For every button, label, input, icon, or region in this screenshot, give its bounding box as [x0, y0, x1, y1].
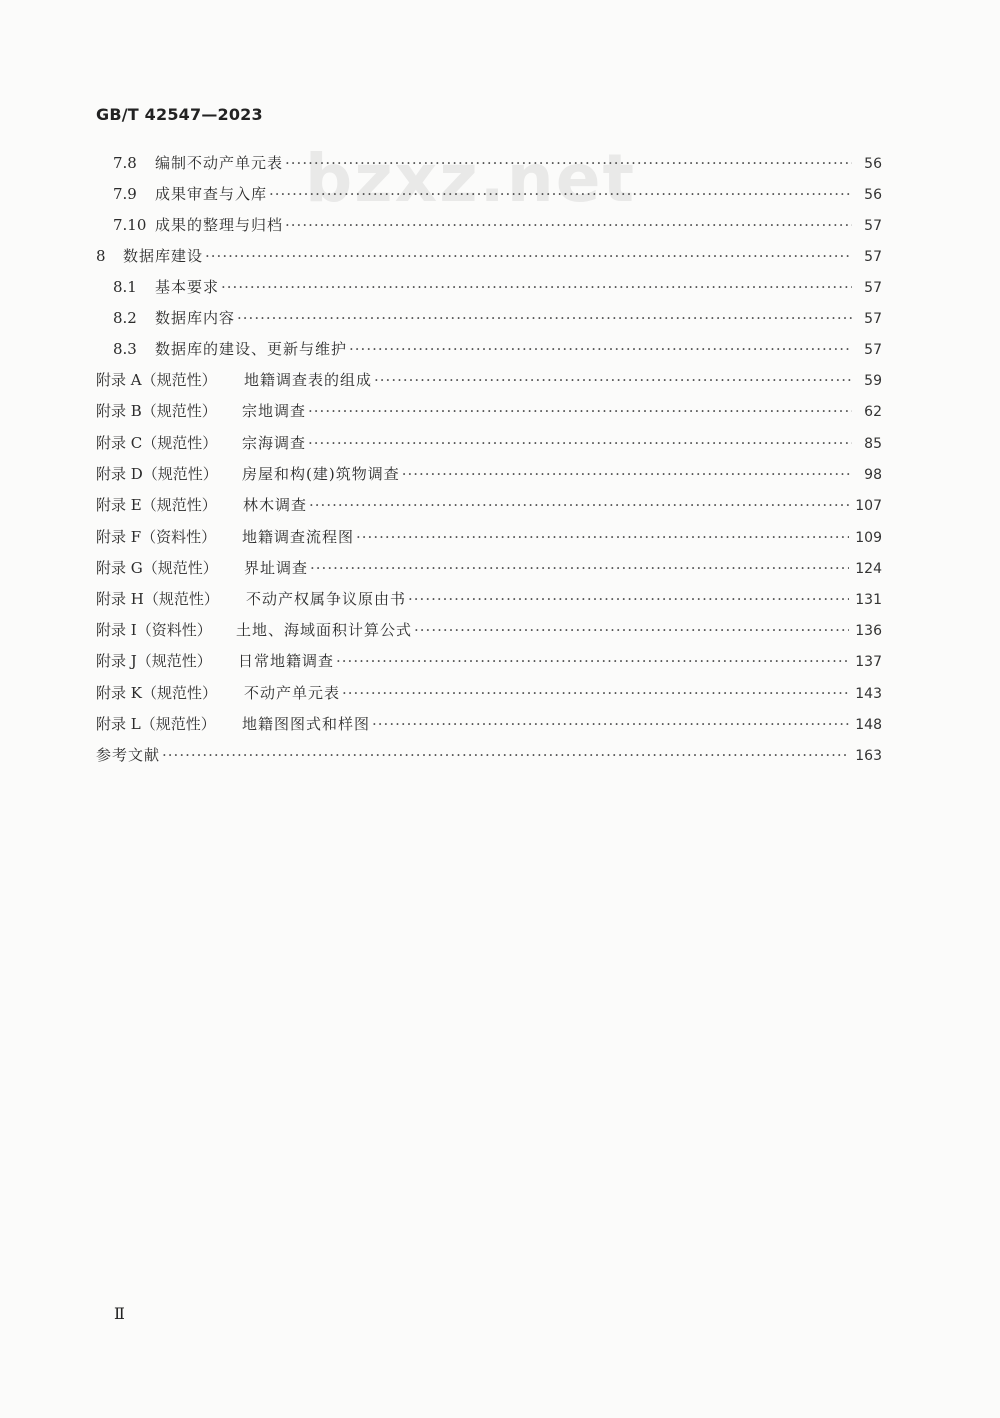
toc-leader-dots [374, 371, 852, 389]
toc-entry-title: 日常地籍调查 [238, 652, 335, 670]
toc-entry-number: 8.3 [113, 340, 137, 358]
toc-entry-title: 地籍图图式和样图 [242, 715, 371, 733]
toc-entry-title: 不动产权属争议原由书 [246, 590, 407, 608]
toc-entry[interactable] [113, 183, 882, 207]
toc-entry-annex[interactable] [96, 400, 882, 424]
toc-entry-annex[interactable] [96, 619, 882, 643]
toc-entry-title: 界址调查 [244, 559, 309, 577]
toc-entry-number: 7.8 [113, 154, 137, 172]
toc-entry-annex[interactable] [96, 494, 882, 518]
toc-entry[interactable] [113, 307, 882, 331]
toc-entry-number: 附录 L（规范性） [96, 715, 216, 733]
toc-entry-page: 57 [864, 249, 882, 265]
toc-entry-title: 林木调查 [243, 496, 308, 514]
toc-entry-page: 109 [855, 530, 882, 546]
toc-entry-page: 148 [855, 717, 882, 733]
toc-leader-dots [237, 309, 852, 327]
watermark: bzxz.net [305, 140, 637, 217]
toc-entry-number: 8.1 [113, 278, 137, 296]
toc-leader-dots [285, 154, 852, 172]
toc-leader-dots [372, 715, 849, 733]
toc-entry-page: 57 [864, 311, 882, 327]
toc-entry-number: 附录 D（规范性） [96, 465, 218, 483]
toc-entry[interactable] [113, 276, 882, 300]
toc-entry[interactable] [113, 152, 882, 176]
toc-leader-dots [342, 684, 849, 702]
standard-number: GB/T 42547—2023 [96, 105, 263, 124]
page-number: Ⅱ [114, 1304, 125, 1323]
toc-entry-title: 数据库内容 [155, 309, 236, 327]
toc-entry-number: 7.9 [113, 185, 137, 203]
toc-entry-title: 地籍调查流程图 [242, 528, 355, 546]
toc-entry-annex[interactable] [96, 369, 882, 393]
toc-entry-title: 基本要求 [155, 278, 220, 296]
toc-entry-number: 附录 B（规范性） [96, 402, 217, 420]
toc-entry[interactable] [113, 214, 882, 238]
toc-entry-page: 136 [855, 623, 882, 639]
toc-entry-bibliography[interactable] [96, 744, 882, 768]
toc-entry-page: 98 [864, 467, 882, 483]
toc-entry-annex[interactable] [96, 588, 882, 612]
toc-entry-annex[interactable] [96, 463, 882, 487]
toc-leader-dots [349, 340, 852, 358]
toc-entry-number: 8 [96, 247, 106, 265]
toc-leader-dots [402, 465, 852, 483]
toc-entry-page: 62 [864, 404, 882, 420]
toc-entry-number: 8.2 [113, 309, 137, 327]
toc-entry[interactable] [96, 245, 882, 269]
toc-entry-page: 85 [864, 436, 882, 452]
toc-entry-page: 137 [855, 654, 882, 670]
toc-entry-title: 宗地调查 [242, 402, 307, 420]
toc-entry-title: 数据库的建设、更新与维护 [155, 340, 348, 358]
toc-entry-page: 59 [864, 373, 882, 389]
toc-leader-dots [162, 746, 849, 764]
toc-entry-number: 附录 J（规范性） [96, 652, 212, 670]
toc-entry-title: 地籍调查表的组成 [244, 371, 373, 389]
toc-entry-page: 56 [864, 156, 882, 172]
toc-entry-number: 附录 G（规范性） [96, 559, 218, 577]
toc-entry-annex[interactable] [96, 557, 882, 581]
toc-leader-dots [356, 528, 849, 546]
toc-entry-page: 107 [855, 498, 882, 514]
toc-entry-number: 附录 I（资料性） [96, 621, 212, 639]
toc-entry-page: 57 [864, 342, 882, 358]
toc-leader-dots [310, 559, 849, 577]
toc-leader-dots [221, 278, 852, 296]
toc-entry-annex[interactable] [96, 682, 882, 706]
toc-entry-page: 57 [864, 280, 882, 296]
toc-entry-title: 房屋和构(建)筑物调查 [242, 465, 400, 483]
toc-entry-number: 附录 H（规范性） [96, 590, 219, 608]
toc-entry-title: 数据库建设 [123, 247, 204, 265]
toc-entry-page: 124 [855, 561, 882, 577]
toc-entry-page: 163 [855, 748, 882, 764]
toc-entry-annex[interactable] [96, 650, 882, 674]
toc-entry-annex[interactable] [96, 432, 882, 456]
toc-entry-number: 7.10 [113, 216, 147, 234]
toc-leader-dots [336, 652, 849, 670]
toc-entry[interactable] [113, 338, 882, 362]
toc-entry-page: 143 [855, 686, 882, 702]
toc-entry-number: 附录 A（规范性） [96, 371, 217, 389]
toc-leader-dots [205, 247, 852, 265]
toc-entry-title: 编制不动产单元表 [155, 154, 284, 172]
toc-entry-title: 成果的整理与归档 [155, 216, 284, 234]
toc-leader-dots [308, 434, 852, 452]
toc-entry-number: 附录 C（规范性） [96, 434, 218, 452]
toc-leader-dots [285, 216, 852, 234]
toc-entry-title: 宗海调查 [242, 434, 307, 452]
toc-entry-page: 131 [855, 592, 882, 608]
toc-entry-annex[interactable] [96, 526, 882, 550]
toc-entry-page: 56 [864, 187, 882, 203]
toc-leader-dots [414, 621, 849, 639]
toc-leader-dots [269, 185, 852, 203]
toc-entry-title: 不动产单元表 [244, 684, 341, 702]
toc-leader-dots [308, 402, 852, 420]
toc-leader-dots [309, 496, 849, 514]
toc-entry-annex[interactable] [96, 713, 882, 737]
toc-entry-number: 附录 F（资料性） [96, 528, 217, 546]
toc-entry-title: 参考文献 [96, 746, 161, 764]
toc-entry-number: 附录 E（规范性） [96, 496, 217, 514]
toc-leader-dots [408, 590, 849, 608]
toc-entry-title: 土地、海域面积计算公式 [236, 621, 413, 639]
toc-entry-number: 附录 K（规范性） [96, 684, 217, 702]
toc-entry-page: 57 [864, 218, 882, 234]
toc-entry-title: 成果审查与入库 [155, 185, 268, 203]
